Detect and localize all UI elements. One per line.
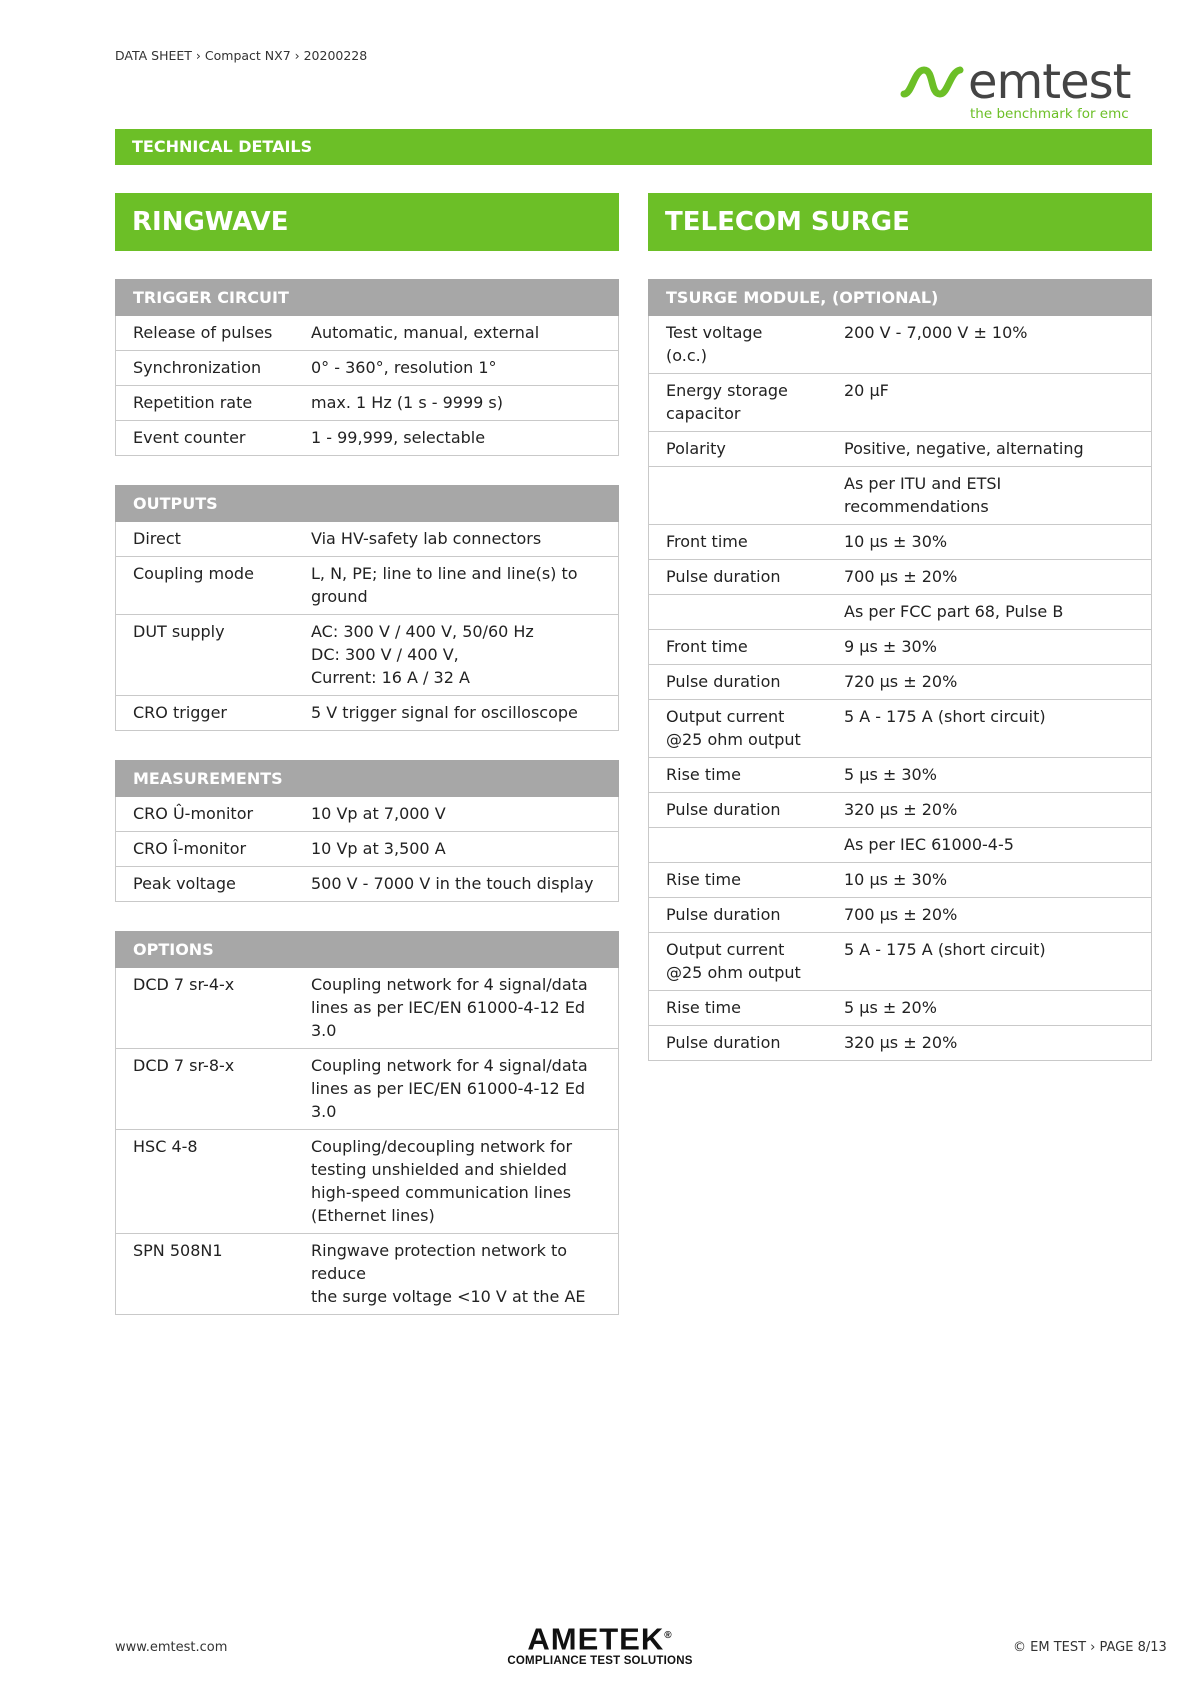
spec-label: HSC 4-8 (116, 1130, 293, 1234)
spec-value: 10 Vp at 7,000 V (292, 797, 619, 832)
spec-label: Polarity (649, 432, 826, 467)
table-row (649, 560, 1152, 595)
spec-label: Output current @25 ohm output (649, 933, 826, 991)
ametek-wordmark: AMETEK (527, 1621, 665, 1657)
spec-value: 500 V - 7000 V in the touch display (292, 867, 619, 902)
spec-label: Test voltage (o.c.) (649, 316, 826, 374)
table-row (649, 374, 1152, 432)
table-row (649, 793, 1152, 828)
spec-value: 10 µs ± 30% (825, 525, 1152, 560)
spec-value: Coupling/decoupling network for testing unshielded and shielded high-speed communication lines (Ethernet lines) (292, 1130, 619, 1234)
table-row (649, 595, 1152, 630)
spec-value: 700 µs ± 20% (825, 898, 1152, 933)
ametek-subtitle: COMPLIANCE TEST SOLUTIONS (507, 1655, 693, 1668)
spec-table (115, 760, 619, 902)
ametek-logo (505, 1620, 695, 1667)
technical-details-bar: TECHNICAL DETAILS (115, 129, 1152, 165)
spec-label: DCD 7 sr-4-x (116, 968, 293, 1049)
breadcrumb: DATA SHEET › Compact NX7 › 20200228 (115, 48, 368, 63)
spec-value: 320 µs ± 20% (825, 793, 1152, 828)
table-row (649, 630, 1152, 665)
spec-value: 1 - 99,999, selectable (292, 421, 619, 456)
table-row (116, 968, 619, 1049)
table-row (116, 522, 619, 557)
spec-table (115, 931, 619, 1315)
spec-value: max. 1 Hz (1 s - 9999 s) (292, 386, 619, 421)
table-row (116, 1049, 619, 1130)
spec-value: 5 µs ± 30% (825, 758, 1152, 793)
spec-label: Output current @25 ohm output (649, 700, 826, 758)
table-row (649, 863, 1152, 898)
table-row (649, 525, 1152, 560)
spec-table (115, 485, 619, 731)
table-row (649, 1026, 1152, 1061)
spec-label: Rise time (649, 758, 826, 793)
spec-label: CRO Î-monitor (116, 832, 293, 867)
spec-label: Repetition rate (116, 386, 293, 421)
spec-value: 200 V - 7,000 V ± 10% (825, 316, 1152, 374)
table-row (649, 828, 1152, 863)
spec-value: 5 A - 175 A (short circuit) (825, 933, 1152, 991)
spec-label: Rise time (649, 863, 826, 898)
spec-label: Pulse duration (649, 898, 826, 933)
spec-label: Energy storage capacitor (649, 374, 826, 432)
spec-label: Peak voltage (116, 867, 293, 902)
website-link[interactable]: www.emtest.com (115, 1640, 228, 1655)
table-heading: MEASUREMENTS (116, 761, 619, 797)
spec-value: 5 V trigger signal for oscilloscope (292, 696, 619, 731)
telecom-surge-title: TELECOM SURGE (648, 193, 1152, 251)
table-row (649, 933, 1152, 991)
emtest-logo (900, 52, 1150, 127)
spec-value: 720 µs ± 20% (825, 665, 1152, 700)
table-row (649, 898, 1152, 933)
table-row (116, 421, 619, 456)
spec-value: Ringwave protection network to reduce the surge voltage <10 V at the AE (292, 1234, 619, 1315)
table-row (116, 351, 619, 386)
table-row (116, 1234, 619, 1315)
spec-label (649, 595, 826, 630)
table-row (649, 665, 1152, 700)
page-number: © EM TEST › PAGE 8/13 (1013, 1640, 1167, 1655)
spec-value: As per FCC part 68, Pulse B (825, 595, 1152, 630)
ringwave-tables (115, 279, 619, 1315)
spec-value: 5 A - 175 A (short circuit) (825, 700, 1152, 758)
logo-wordmark: emtest (968, 54, 1131, 110)
spec-label: Release of pulses (116, 316, 293, 351)
spec-value: As per IEC 61000-4-5 (825, 828, 1152, 863)
ringwave-column (115, 193, 619, 1344)
spec-value: Automatic, manual, external (292, 316, 619, 351)
spec-table (648, 279, 1152, 1061)
table-row (116, 1130, 619, 1234)
spec-value: 20 µF (825, 374, 1152, 432)
table-row (116, 386, 619, 421)
spec-value: 0° - 360°, resolution 1° (292, 351, 619, 386)
registered-mark: ® (664, 1630, 673, 1641)
spec-label: CRO Û-monitor (116, 797, 293, 832)
spec-value: As per ITU and ETSI recommendations (825, 467, 1152, 525)
table-heading: OPTIONS (116, 932, 619, 968)
spec-value: Via HV-safety lab connectors (292, 522, 619, 557)
logo-tagline: the benchmark for emc (970, 106, 1129, 122)
spec-value: 5 µs ± 20% (825, 991, 1152, 1026)
spec-label: Front time (649, 525, 826, 560)
table-row (649, 432, 1152, 467)
spec-value: 700 µs ± 20% (825, 560, 1152, 595)
telecom-surge-tables (648, 279, 1152, 1061)
table-row (649, 700, 1152, 758)
table-row (116, 615, 619, 696)
spec-label (649, 467, 826, 525)
spec-value: 10 µs ± 30% (825, 863, 1152, 898)
table-heading: OUTPUTS (116, 486, 619, 522)
spec-label: SPN 508N1 (116, 1234, 293, 1315)
spec-value: 320 µs ± 20% (825, 1026, 1152, 1061)
spec-label: DCD 7 sr-8-x (116, 1049, 293, 1130)
spec-label: Pulse duration (649, 560, 826, 595)
table-row (649, 758, 1152, 793)
spec-table (115, 279, 619, 456)
spec-value: 10 Vp at 3,500 A (292, 832, 619, 867)
spec-label: Coupling mode (116, 557, 293, 615)
spec-label: Event counter (116, 421, 293, 456)
spec-value: Positive, negative, alternating (825, 432, 1152, 467)
table-row (649, 316, 1152, 374)
spec-label: Synchronization (116, 351, 293, 386)
table-row (116, 557, 619, 615)
spec-value: 9 µs ± 30% (825, 630, 1152, 665)
spec-value: AC: 300 V / 400 V, 50/60 Hz DC: 300 V / 400 V, Current: 16 A / 32 A (292, 615, 619, 696)
spec-label (649, 828, 826, 863)
table-row (116, 316, 619, 351)
table-row (116, 797, 619, 832)
table-row (649, 991, 1152, 1026)
ringwave-title: RINGWAVE (115, 193, 619, 251)
spec-label: Pulse duration (649, 665, 826, 700)
spec-label: DUT supply (116, 615, 293, 696)
table-row (116, 696, 619, 731)
table-row (116, 867, 619, 902)
table-heading: TRIGGER CIRCUIT (116, 280, 619, 316)
spec-value: L, N, PE; line to line and line(s) to ground (292, 557, 619, 615)
wave-logo-icon (900, 64, 964, 100)
table-row (116, 832, 619, 867)
spec-label: Direct (116, 522, 293, 557)
spec-value: Coupling network for 4 signal/data lines as per IEC/EN 61000-4-12 Ed 3.0 (292, 968, 619, 1049)
table-heading: TSURGE MODULE, (OPTIONAL) (649, 280, 1152, 316)
table-row (649, 467, 1152, 525)
spec-label: Pulse duration (649, 793, 826, 828)
telecom-surge-column (648, 193, 1152, 1090)
spec-label: Pulse duration (649, 1026, 826, 1061)
spec-label: Rise time (649, 991, 826, 1026)
spec-label: CRO trigger (116, 696, 293, 731)
spec-label: Front time (649, 630, 826, 665)
spec-value: Coupling network for 4 signal/data lines as per IEC/EN 61000-4-12 Ed 3.0 (292, 1049, 619, 1130)
